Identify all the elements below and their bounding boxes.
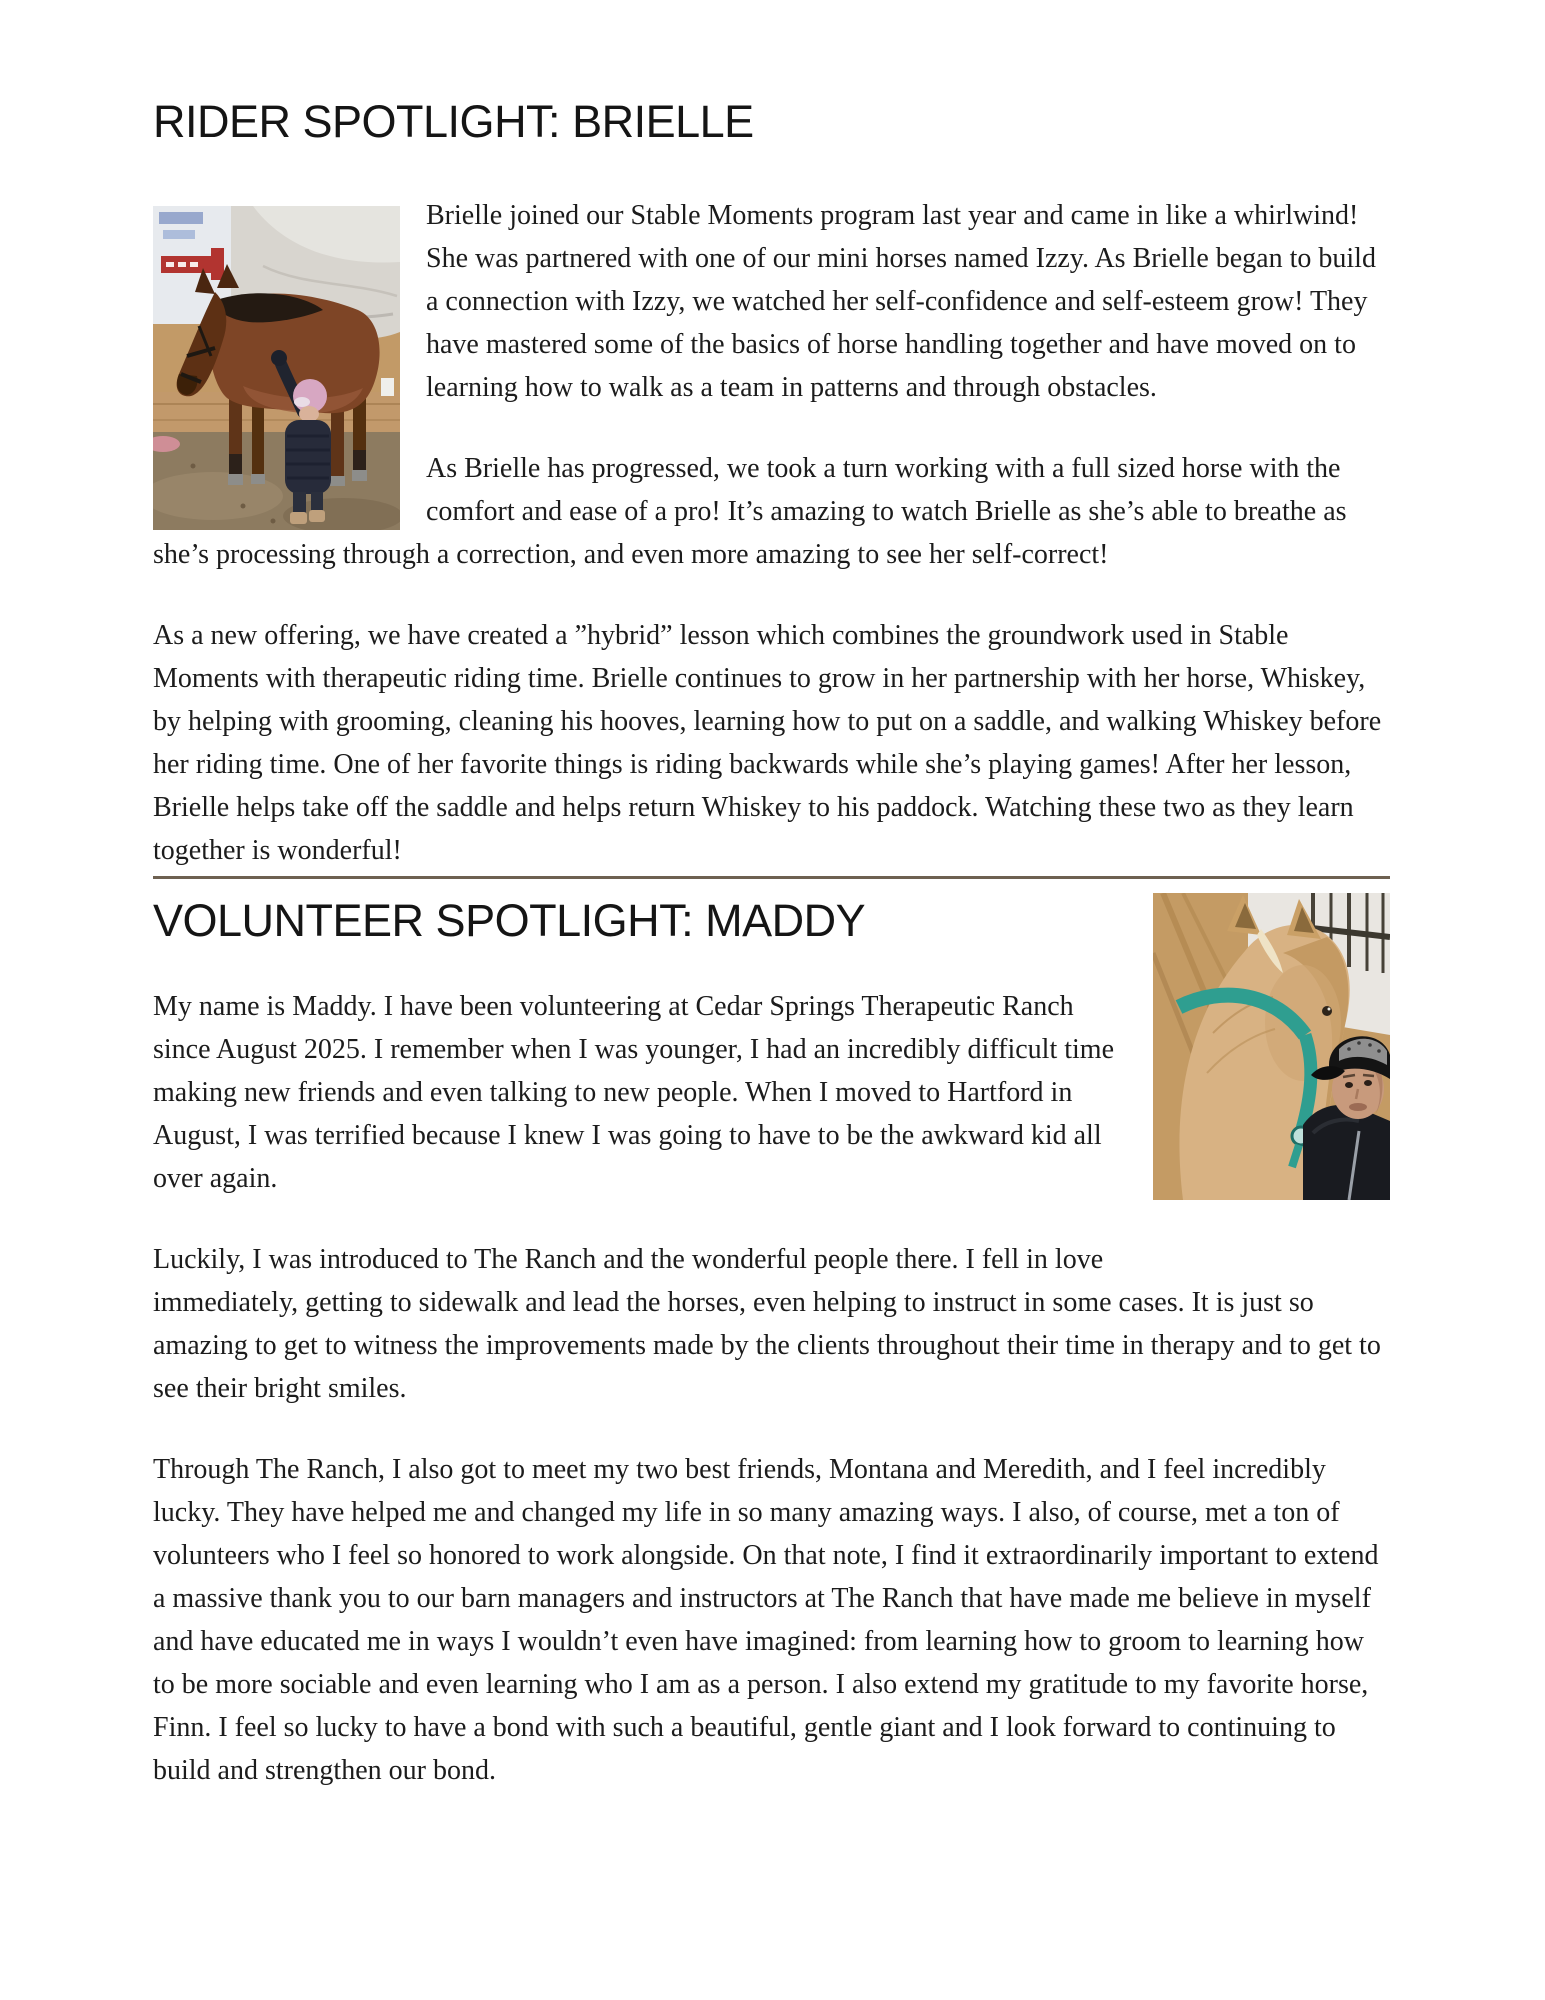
rider-paragraph-3: As a new offering, we have created a ”hybrid” lesson which combines the groundwork used in Stable Moments with therapeutic riding time. Brielle continues to grow in her partnership with her horse, Whiskey, by helping with grooming, cleaning his hooves, learning how to put on a saddle, and walking Whiskey before her riding time. One of her favorite things is riding backwards while she’s playing games! After her lesson, Brielle helps take off the saddle and helps return Whiskey to his paddock. Watching these two as they learn together is wonderful! xyxy=(153,620,1382,866)
brielle-horse-illustration xyxy=(153,206,400,530)
brielle-horse-photo xyxy=(153,206,400,530)
section-divider xyxy=(153,876,1390,879)
volunteer-spotlight-heading: VOLUNTEER SPOTLIGHT: MADDY xyxy=(153,895,866,946)
maddy-horse-illustration xyxy=(1153,893,1390,1200)
volunteer-paragraph-2: Luckily, I was introduced to The Ranch and the wonderful people there. I fell in love immediately, getting to sidewalk and lead the horses, even helping to instruct in some cases. It is just so amazing to get to witness the improvements made by the clients throughout their time in therapy and to get to see their bright smiles. xyxy=(153,1244,1381,1404)
rider-paragraph-2: As Brielle has progressed, we took a turn working with a full sized horse with the comfort and ease of a pro! It’s amazing to watch Brielle as she’s able to breathe as she’s processing through a correction, and even more amazing to see her self-correct! xyxy=(153,453,1347,570)
section-volunteer-spotlight xyxy=(153,893,1390,1792)
rider-spotlight-heading: RIDER SPOTLIGHT: BRIELLE xyxy=(153,96,754,147)
volunteer-paragraph-1: My name is Maddy. I have been volunteering at Cedar Springs Therapeutic Ranch since August 2025. I remember when I was younger, I had an incredibly difficult time making new friends and even talking to new people. When I moved to Hartford in August, I was terrified because I knew I was going to have to be the awkward kid all over again. xyxy=(153,991,1114,1194)
volunteer-paragraph-3: Through The Ranch, I also got to meet my two best friends, Montana and Meredith, and I feel incredibly lucky. They have helped me and changed my life in so many amazing ways. I also, of course, met a ton of volunteers who I feel so honored to work alongside. On that note, I find it extraordinarily important to extend a massive thank you to our barn managers and instructors at The Ranch that have made me believe in myself and have educated me in ways I wouldn’t even have imagined: from learning how to groom to learning how to be more sociable and even learning who I am as a person. I also extend my gratitude to my favorite horse, Finn. I feel so lucky to have a bond with such a beautiful, gentle giant and I look forward to continuing to build and strengthen our bond. xyxy=(153,1454,1379,1786)
section-rider-spotlight xyxy=(153,94,1390,872)
maddy-horse-photo xyxy=(1153,893,1390,1200)
rider-paragraph-1: Brielle joined our Stable Moments program last year and came in like a whirlwind! She was partnered with one of our mini horses named Izzy. As Brielle began to build a connection with Izzy, we watched her self-confidence and self-esteem grow! They have mastered some of the basics of horse handling together and have moved on to learning how to walk as a team in patterns and through obstacles. xyxy=(426,200,1376,403)
